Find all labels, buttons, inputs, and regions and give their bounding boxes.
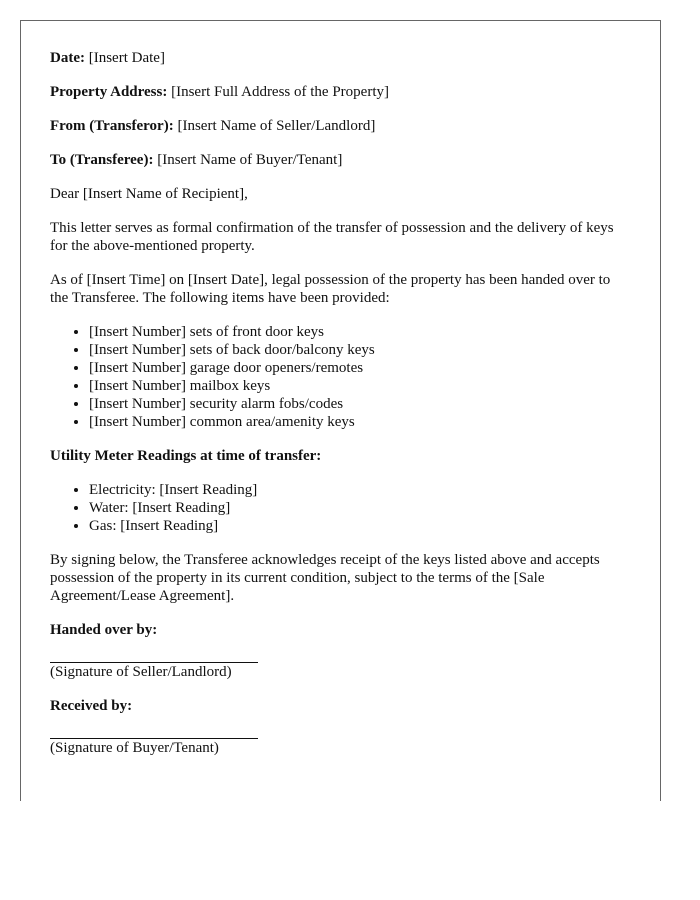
list-item: • [Insert Number] common area/amenity keys	[89, 413, 631, 431]
transferee-value: [Insert Name of Buyer/Tenant]	[157, 152, 343, 168]
buyer-signature-caption: (Signature of Buyer/Tenant)	[50, 740, 219, 756]
transferee-line	[50, 151, 631, 169]
date-label: Date:	[50, 50, 85, 66]
handover-paragraph: As of [Insert Time] on [Insert Date], legal possession of the property has been handed over to the Transferee. The following items have been provided:	[50, 272, 611, 306]
meter-readings-heading: Utility Meter Readings at time of transfer:	[50, 448, 322, 464]
salutation: Dear [Insert Name of Recipient],	[50, 186, 248, 202]
list-item: • [Insert Number] garage door openers/remotes	[89, 359, 631, 377]
meter-readings-list	[50, 481, 631, 535]
list-item: • Gas: [Insert Reading]	[89, 517, 631, 535]
list-item: • Electricity: [Insert Reading]	[89, 481, 631, 499]
acknowledgement-paragraph: By signing below, the Transferee acknowledges receipt of the keys listed above and accepts possession of the property in its current condition, subject to the terms of the [Sale Agreement/Lease Agreement].	[50, 552, 600, 604]
date-line	[50, 49, 631, 67]
list-item: • [Insert Number] sets of back door/balcony keys	[89, 341, 631, 359]
property-address-value: [Insert Full Address of the Property]	[171, 84, 389, 100]
letter-page	[20, 20, 661, 801]
seller-signature-caption: (Signature of Seller/Landlord)	[50, 664, 232, 680]
list-item: • [Insert Number] sets of front door keys	[89, 323, 631, 341]
received-signature-block	[50, 697, 631, 757]
transferor-value: [Insert Name of Seller/Landlord]	[177, 118, 376, 134]
list-item: • [Insert Number] security alarm fobs/codes	[89, 395, 631, 413]
transferor-label: From (Transferor):	[50, 118, 174, 134]
transferor-line	[50, 117, 631, 135]
key-items-list	[50, 323, 631, 431]
property-address-line	[50, 83, 631, 101]
date-value: [Insert Date]	[88, 50, 165, 66]
received-by-label: Received by:	[50, 698, 133, 714]
property-address-label: Property Address:	[50, 84, 168, 100]
transferee-label: To (Transferee):	[50, 152, 154, 168]
intro-paragraph: This letter serves as formal confirmation of the transfer of possession and the delivery of keys for the above-mentioned property.	[50, 220, 614, 254]
handed-over-label: Handed over by:	[50, 622, 158, 638]
list-item: • Water: [Insert Reading]	[89, 499, 631, 517]
handed-over-signature-block	[50, 621, 631, 681]
list-item: • [Insert Number] mailbox keys	[89, 377, 631, 395]
